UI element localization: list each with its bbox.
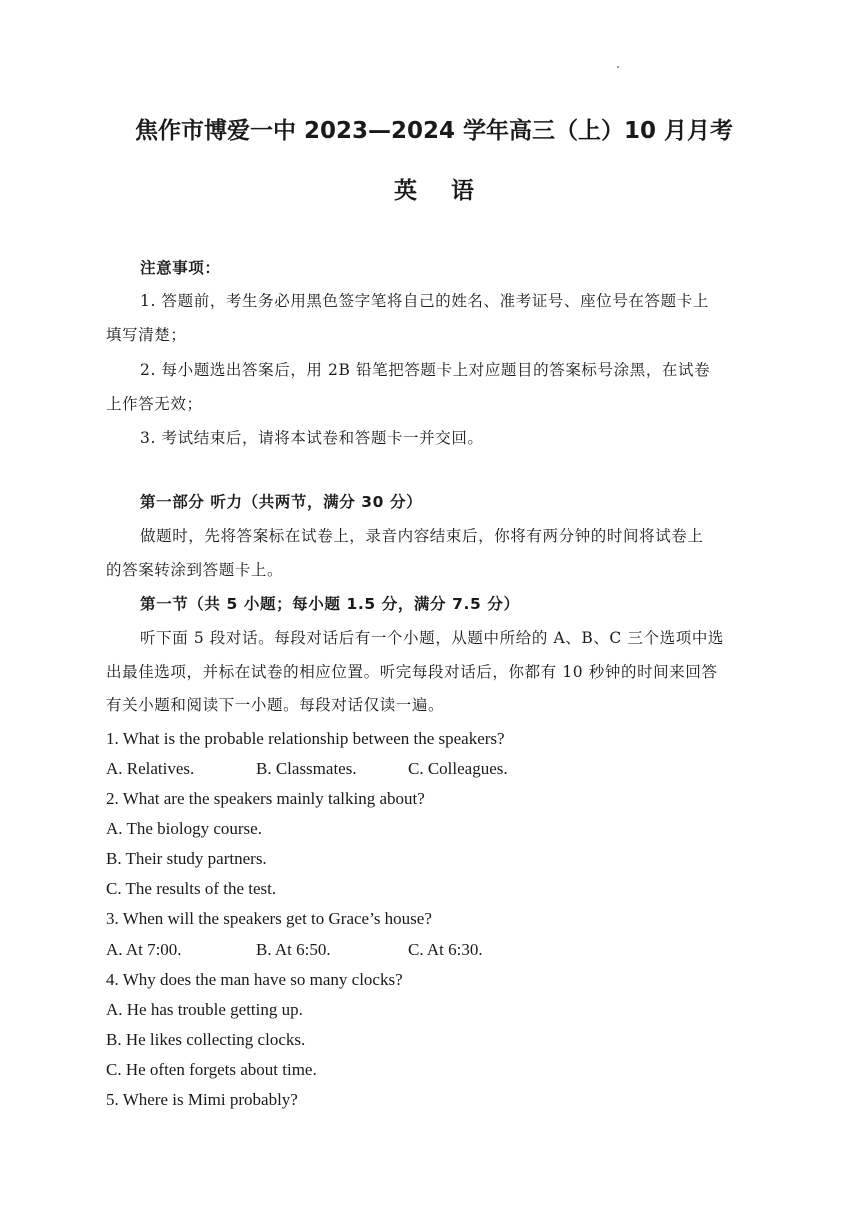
question-4-option-c: C. He often forgets about time.: [106, 1060, 317, 1079]
subject-char-1: 英: [394, 178, 417, 204]
notice-item-1-line-2: 填写清楚；: [106, 326, 187, 344]
question-3-option-c: C. At 6:30.: [408, 940, 483, 959]
section1-heading: 第一节（共 5 小题；每小题 1.5 分，满分 7.5 分）: [140, 595, 520, 613]
part1-intro-line-2: 的答案转涂到答题卡上。: [106, 561, 284, 579]
question-3-option-b: B. At 6:50.: [256, 940, 331, 959]
question-1-option-a: A. Relatives.: [106, 759, 195, 778]
question-1-options: [106, 759, 508, 779]
section1-line-1: 听下面 5 段对话。每段对话后有一个小题，从题中所给的 A、B、C 三个选项中选: [140, 629, 725, 647]
notice-item-2-line-1: 2. 每小题选出答案后，用 2B 铅笔把答题卡上对应题目的答案标号涂黑，在试卷: [140, 361, 711, 379]
question-4: 4. Why does the man have so many clocks?: [106, 970, 403, 989]
part1-intro-line-1: 做题时，先将答案标在试卷上，录音内容结束后，你将有两分钟的时间将试卷上: [140, 527, 704, 545]
question-3-options: [106, 940, 483, 960]
notice-item-2-line-2: 上作答无效；: [106, 395, 203, 413]
question-2-option-b: B. Their study partners.: [106, 849, 267, 868]
notice-item-1-line-1: 1. 答题前，考生务必用黑色签字笔将自己的姓名、准考证号、座位号在答题卡上: [140, 292, 709, 310]
question-1: 1. What is the probable relationship between the speakers?: [106, 729, 505, 748]
question-2-option-c: C. The results of the test.: [106, 879, 277, 898]
subject-title: [0, 172, 868, 205]
question-1-option-c: C. Colleagues.: [408, 759, 508, 778]
question-2: 2. What are the speakers mainly talking about?: [106, 789, 425, 808]
question-1-option-b: B. Classmates.: [256, 759, 357, 778]
scan-dot: [617, 66, 619, 68]
exam-title: 焦作市博爱一中 2023—2024 学年高三（上）10 月月考: [134, 118, 734, 144]
question-2-option-a: A. The biology course.: [106, 819, 262, 838]
question-5: 5. Where is Mimi probably?: [106, 1090, 298, 1109]
notice-heading: 注意事项：: [140, 259, 221, 277]
subject-char-2: 语: [451, 178, 474, 204]
section1-line-2: 出最佳选项，并标在试卷的相应位置。听完每段对话后，你都有 10 秒钟的时间来回答: [106, 663, 718, 681]
question-4-option-a: A. He has trouble getting up.: [106, 1000, 303, 1019]
question-3: 3. When will the speakers get to Grace’s house?: [106, 909, 432, 928]
question-4-option-b: B. He likes collecting clocks.: [106, 1030, 306, 1049]
notice-item-3: 3. 考试结束后，请将本试卷和答题卡一并交回。: [140, 429, 484, 447]
part1-heading: 第一部分 听力（共两节，满分 30 分）: [140, 493, 423, 511]
section1-line-3: 有关小题和阅读下一小题。每段对话仅读一遍。: [106, 696, 445, 714]
question-3-option-a: A. At 7:00.: [106, 940, 182, 959]
